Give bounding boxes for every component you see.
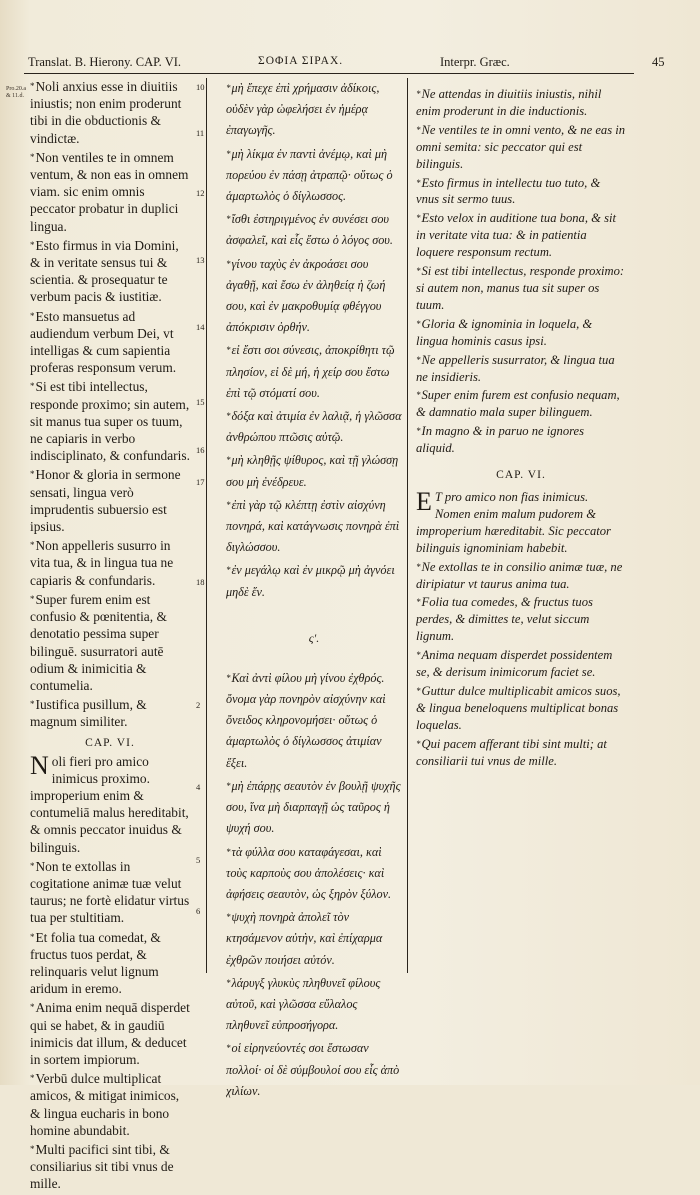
verse-text: *μὴ ἔπεχε ἐπὶ χρήμασιν ἀδίκοις, οὐδὲν γὰρ ὠφελήσει ἐν ἡμέρᾳ ἐπαγωγῆς. bbox=[226, 81, 380, 138]
chapter-opening: E T pro amico non fias inimicus. Nomen enim malum pudorem & improperium hæreditabit. Sic peccator bilinguis ignominiam habebit. bbox=[416, 487, 611, 555]
running-head-right: Interpr. Græc. bbox=[440, 55, 510, 69]
verse-text: *ψυχὴ πονηρὰ ἀπολεῖ τὸν κτησάμενον αὐτὴν, καὶ ἐπίχαρμα ἐχθρῶν ποιήσει αὐτόν. bbox=[226, 910, 383, 967]
verse-text: *Ne appelleris susurrator, & lingua tua ne insidieris. bbox=[416, 352, 615, 384]
verse-text: *ἴσθι ἐστηριγμένος ἐν συνέσει σου ἀσφαλεῖ, καὶ εἷς ἔστω ὁ λόγος σου. bbox=[226, 212, 393, 248]
interpretation-column bbox=[416, 86, 626, 772]
verse-text: *Ne extollas te in consilio animæ tuæ, ne diripiatur vt taurus anima tua. bbox=[416, 559, 623, 591]
verse-text: *Esto firmus in intellectu tuo tuto, & vnus sit sermo tuus. bbox=[416, 175, 601, 207]
verse-text: *In magno & in paruo ne ignores aliquid. bbox=[416, 424, 585, 456]
chapter-mark: ς'. bbox=[308, 630, 320, 645]
header-rule bbox=[24, 73, 634, 74]
verse-text: *Gloria & ignominia in loquela, & lingua hominis casus ipsi. bbox=[416, 316, 593, 348]
verse-number: 4 bbox=[196, 782, 201, 792]
verse-text: *ἐπὶ γὰρ τῷ κλέπτῃ ἐστὶν αἰσχύνη πονηρά, καὶ κατάγνωσις πονηρὰ ἐπὶ διγλώσσου. bbox=[226, 497, 400, 555]
column-rule-left bbox=[206, 78, 207, 973]
verse-text: *Super enim furem est confusio nequam, & damnatio mala super bilinguem. bbox=[416, 388, 620, 420]
verse-text: *Ne attendas in diuitiis iniustis, nihil enim proderunt in die inductionis. bbox=[416, 87, 602, 118]
verse-text: *μὴ ἐπάρῃς σεαυτὸν ἐν βουλῇ ψυχῆς σου, ἵνα μὴ διαρπαγῇ ὡς ταῦρος ἡ ψυχή σου. bbox=[226, 778, 401, 836]
chapter-heading: CAP. VI. bbox=[85, 736, 135, 749]
verse-text: *δόξα καὶ ἀτιμία ἐν λαλιᾷ, ἡ γλῶσσα ἀνθρώπου πτῶσις αὐτῷ. bbox=[226, 409, 402, 445]
verse-text: *ἐν μεγάλῳ καὶ ἐν μικρῷ μὴ ἀγνόει μηδὲ ἕν. bbox=[226, 563, 395, 599]
running-head-left: Translat. B. Hierony. CAP. VI. bbox=[28, 55, 182, 69]
verse-text: *Si est tibi intellectus, responde proximo; sin autem, sit manus tua super os tuum, ne capiaris in verbo indisciplinato, & confundaris. bbox=[30, 379, 190, 464]
verse-number: 5 bbox=[196, 855, 201, 865]
verse-text: *λάρυγξ γλυκὺς πληθυνεῖ φίλους αὐτοῦ, καὶ γλῶσσα εὔλαλος πληθυνεῖ εὐπροσήγορα. bbox=[226, 975, 381, 1033]
page-number: 45 bbox=[652, 55, 665, 69]
verse-text: *Qui pacem afferant tibi sint multi; at consiliarii tui vnus de mille. bbox=[416, 736, 607, 768]
verse-text: *Anima nequam disperdet possidentem se, & derisum inimicorum faciet se. bbox=[416, 648, 613, 680]
verse-text: *Guttur dulce multiplicabit amicos suos, & lingua beneloquens multiplicat bonas loquelas. bbox=[416, 684, 621, 732]
verse-number: 16 bbox=[196, 445, 205, 455]
chapter-opening: Noli fieri pro amico inimicus proximo. improperium enim & contumeliā malus hereditabit, & omnis peccator inuidus & bilinguis. bbox=[30, 750, 189, 855]
chapter-heading: CAP. VI. bbox=[496, 469, 546, 482]
margin-reference: Pro.20.a & 11.d. bbox=[6, 86, 26, 99]
verse-number: 14 bbox=[196, 322, 205, 332]
verse-number: 12 bbox=[196, 188, 205, 198]
verse-text: *Verbū dulce multiplicat amicos, & mitigat inimicos, & lingua eucharis in bono homine abundabit. bbox=[30, 1071, 180, 1138]
verse-number: 2 bbox=[196, 700, 201, 710]
verse-text: *οἱ εἰρηνεύοντές σοι ἔστωσαν πολλοί· οἱ δὲ σύμβουλοί σου εἷς ἀπὸ χιλίων. bbox=[226, 1041, 400, 1098]
verse-text: *Ne ventiles te in omni vento, & ne eas in omni semita: sic peccator qui est bilinguis. bbox=[416, 122, 626, 171]
greek-column bbox=[226, 78, 402, 1104]
verse-number: 13 bbox=[196, 255, 205, 265]
verse-number: 10 bbox=[196, 82, 205, 92]
verse-text: *Καὶ ἀντὶ φίλου μὴ γίνου ἐχθρός. ὄνομα γὰρ πονηρὸν αἰσχύνην καὶ ὄνειδος κληρονομήσει· οὕτως ὁ ἁμαρτωλὸς ὁ δίγλωσσος ἀτιμίαν ἕξει. bbox=[226, 670, 386, 770]
column-rule-right bbox=[407, 78, 408, 973]
verse-text: *Et folia tua comedat, & fructus tuos perdat, & relinquaris velut lignum aridum in eremo. bbox=[30, 929, 161, 997]
verse-text: *Anima enim nequā disperdet qui se habet, & in gaudiū inimicis dat illum, & deducet in sortem impiorum. bbox=[30, 1000, 190, 1067]
verse-text: *Non ventiles te in omnem ventum, & non eas in omnem viam. sic enim omnis peccator probatur in duplici lingua. bbox=[30, 149, 189, 234]
verse-text: *εἰ ἔστι σοι σύνεσις, ἀποκρίθητι τῷ πλησίον, εἰ δὲ μή, ἡ χείρ σου ἔστω ἐπὶ τῷ στόματί σου. bbox=[226, 343, 395, 400]
verse-text: *Non te extollas in cogitatione animæ tuæ velut taurus; ne fortè elidatur virtus tua per stultitiam. bbox=[30, 858, 190, 926]
verse-text: *Non appelleris susurro in vita tua, & in lingua tua ne capiaris & confundaris. bbox=[30, 538, 174, 588]
verse-text: *Esto mansuetus ad audiendum verbum Dei, vt intelligas & cum sapientia proferas responsum verum. bbox=[30, 308, 177, 376]
verse-text: *γίνου ταχὺς ἐν ἀκροάσει σου ἀγαθῇ, καὶ ἔσω ἐν ἀληθείᾳ ἡ ζωή σου, καὶ ἐν μακροθυμίᾳ φθέγγου ἀπόκρισιν ὀρθήν. bbox=[226, 256, 386, 335]
verse-text: *μὴ λίκμα ἐν παντὶ ἀνέμῳ, καὶ μὴ πορεύου ἐν πάσῃ ἀτραπῷ· οὕτως ὁ ἁμαρτωλὸς ὁ δίγλωσσος. bbox=[226, 146, 393, 204]
verse-text: *Super furem enim est confusio & pœnitentia, & denotatio pessima super bilinguē. susurratori autē odium & inimicitia & contumelia. bbox=[30, 591, 167, 693]
verse-text: *Folia tua comedes, & fructus tuos perdes, & dimittes te, velut siccum lignum. bbox=[416, 595, 593, 644]
verse-text: *τὰ φύλλα σου καταφάγεσαι, καὶ τοὺς καρποὺς σου ἀπολέσεις· καὶ ἀφήσεις σεαυτὸν, ὡς ξηρὸν ξύλον. bbox=[226, 844, 392, 901]
verse-number: 6 bbox=[196, 906, 201, 916]
initial-letter: E bbox=[416, 487, 432, 517]
verse-text: *Si est tibi intellectus, responde proximo: si autem non, manus tua sit super os tuum. bbox=[416, 264, 625, 312]
verse-text: *Noli anxius esse in diuitiis iniustis; non enim proderunt tibi in die obductionis & vindictæ. bbox=[30, 79, 182, 146]
latin-column bbox=[30, 78, 190, 1195]
verse-text: *μὴ κληθῇς ψίθυρος, καὶ τῇ γλώσσῃ σου μὴ ἐνέδρευε. bbox=[226, 453, 399, 489]
verse-number: 11 bbox=[196, 128, 205, 138]
verse-number: 17 bbox=[196, 477, 205, 487]
verse-number: 15 bbox=[196, 397, 205, 407]
initial-letter: N bbox=[30, 750, 49, 780]
verse-text: *Iustifica pusillum, & magnum similiter. bbox=[30, 697, 147, 730]
running-head-center: ΣΟΦΙΑ ΣΙΡΑΧ. bbox=[258, 55, 344, 67]
verse-number: 18 bbox=[196, 577, 205, 587]
verse-text: *Honor & gloria in sermone sensati, lingua verò imprudentis subuersio est ipsius. bbox=[30, 467, 181, 535]
verse-text: *Esto firmus in via Domini, & in veritate sensus tui & scientia. & prosequatur te verbum pacis & iustitiæ. bbox=[30, 237, 179, 305]
verse-text: *Esto velox in auditione tua bona, & sit in veritate vita tua: & in patientia loquere responsum rectum. bbox=[416, 211, 616, 260]
verse-text: *Multi pacifici sint tibi, & consiliarius sit tibi vnus de mille. bbox=[30, 1141, 174, 1192]
